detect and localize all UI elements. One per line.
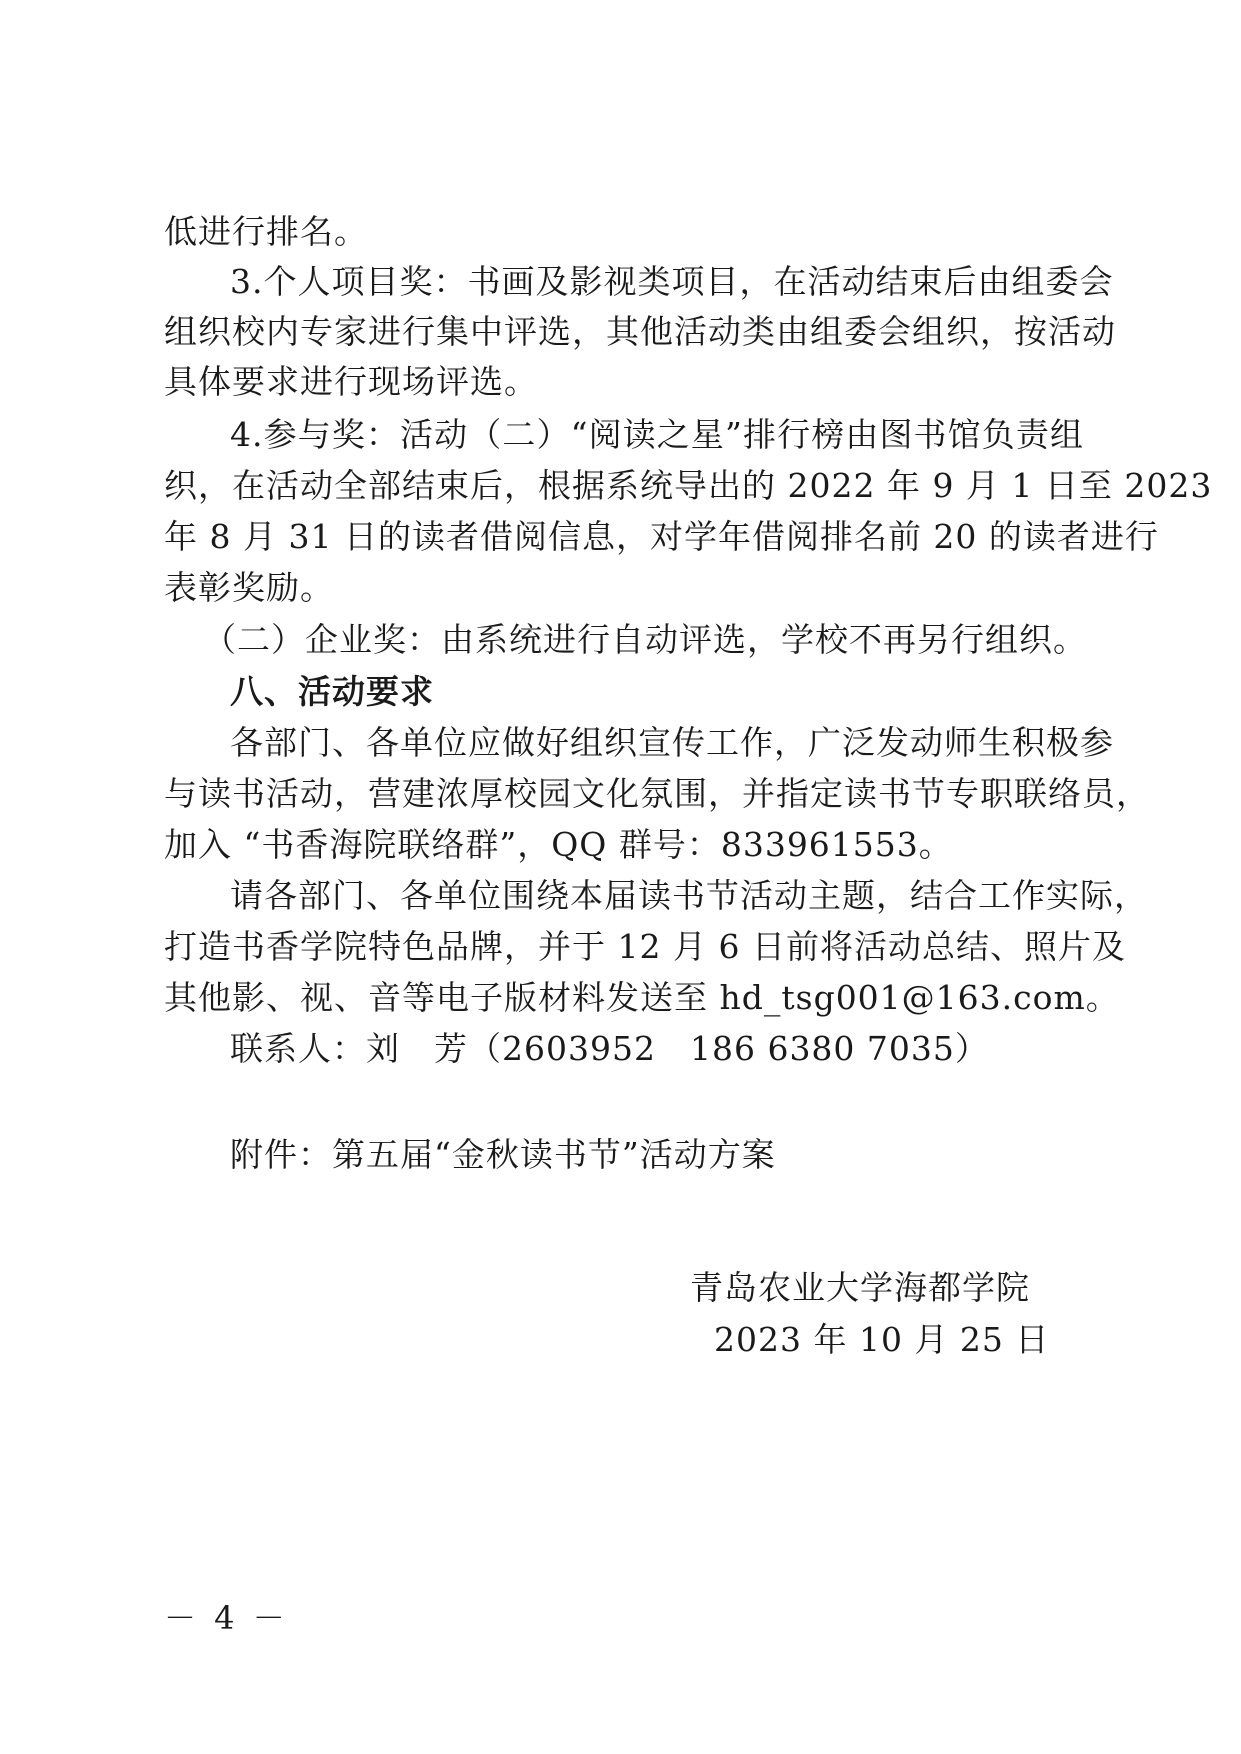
body-line: 组织校内专家进行集中评选，其他活动类由组委会组织，按活动 <box>164 312 1116 351</box>
contact-line: 联系人：刘 芳（2603952 186 6380 7035） <box>230 1029 989 1068</box>
body-line: 低进行排名。 <box>164 212 368 251</box>
body-line: 其他影、视、音等电子版材料发送至 hd_tsg001@163.com。 <box>164 978 1120 1017</box>
attachment-line: 附件：第五届“金秋读书节”活动方案 <box>230 1135 776 1174</box>
body-line: 各部门、各单位应做好组织宣传工作，广泛发动师生积极参 <box>230 723 1114 762</box>
body-line: 织，在活动全部结束后，根据系统导出的 2022 年 9 月 1 日至 2023 <box>164 466 1213 505</box>
body-line: 年 8 月 31 日的读者借阅信息，对学年借阅排名前 20 的读者进行 <box>164 517 1159 556</box>
page-number: － 4 － <box>164 1599 289 1637</box>
signature-date: 2023 年 10 月 25 日 <box>714 1320 1050 1359</box>
body-line: 表彰奖励。 <box>164 568 334 607</box>
section-heading: 八、活动要求 <box>230 672 434 711</box>
body-line: 3.个人项目奖：书画及影视类项目，在活动结束后由组委会 <box>230 262 1114 301</box>
body-line: 请各部门、各单位围绕本届读书节活动主题，结合工作实际， <box>230 876 1148 915</box>
signature-org: 青岛农业大学海都学院 <box>690 1268 1030 1307</box>
body-line: 与读书活动，营建浓厚校园文化氛围，并指定读书节专职联络员， <box>164 774 1150 813</box>
body-line: 4.参与奖：活动（二）“阅读之星”排行榜由图书馆负责组 <box>230 415 1084 454</box>
body-line: （二）企业奖：由系统进行自动评选，学校不再另行组织。 <box>203 620 1087 659</box>
body-line: 加入 “书香海院联络群”，QQ 群号：833961553。 <box>164 825 953 864</box>
body-line: 具体要求进行现场评选。 <box>164 362 538 401</box>
body-line: 打造书香学院特色品牌，并于 12 月 6 日前将活动总结、照片及 <box>164 927 1126 966</box>
